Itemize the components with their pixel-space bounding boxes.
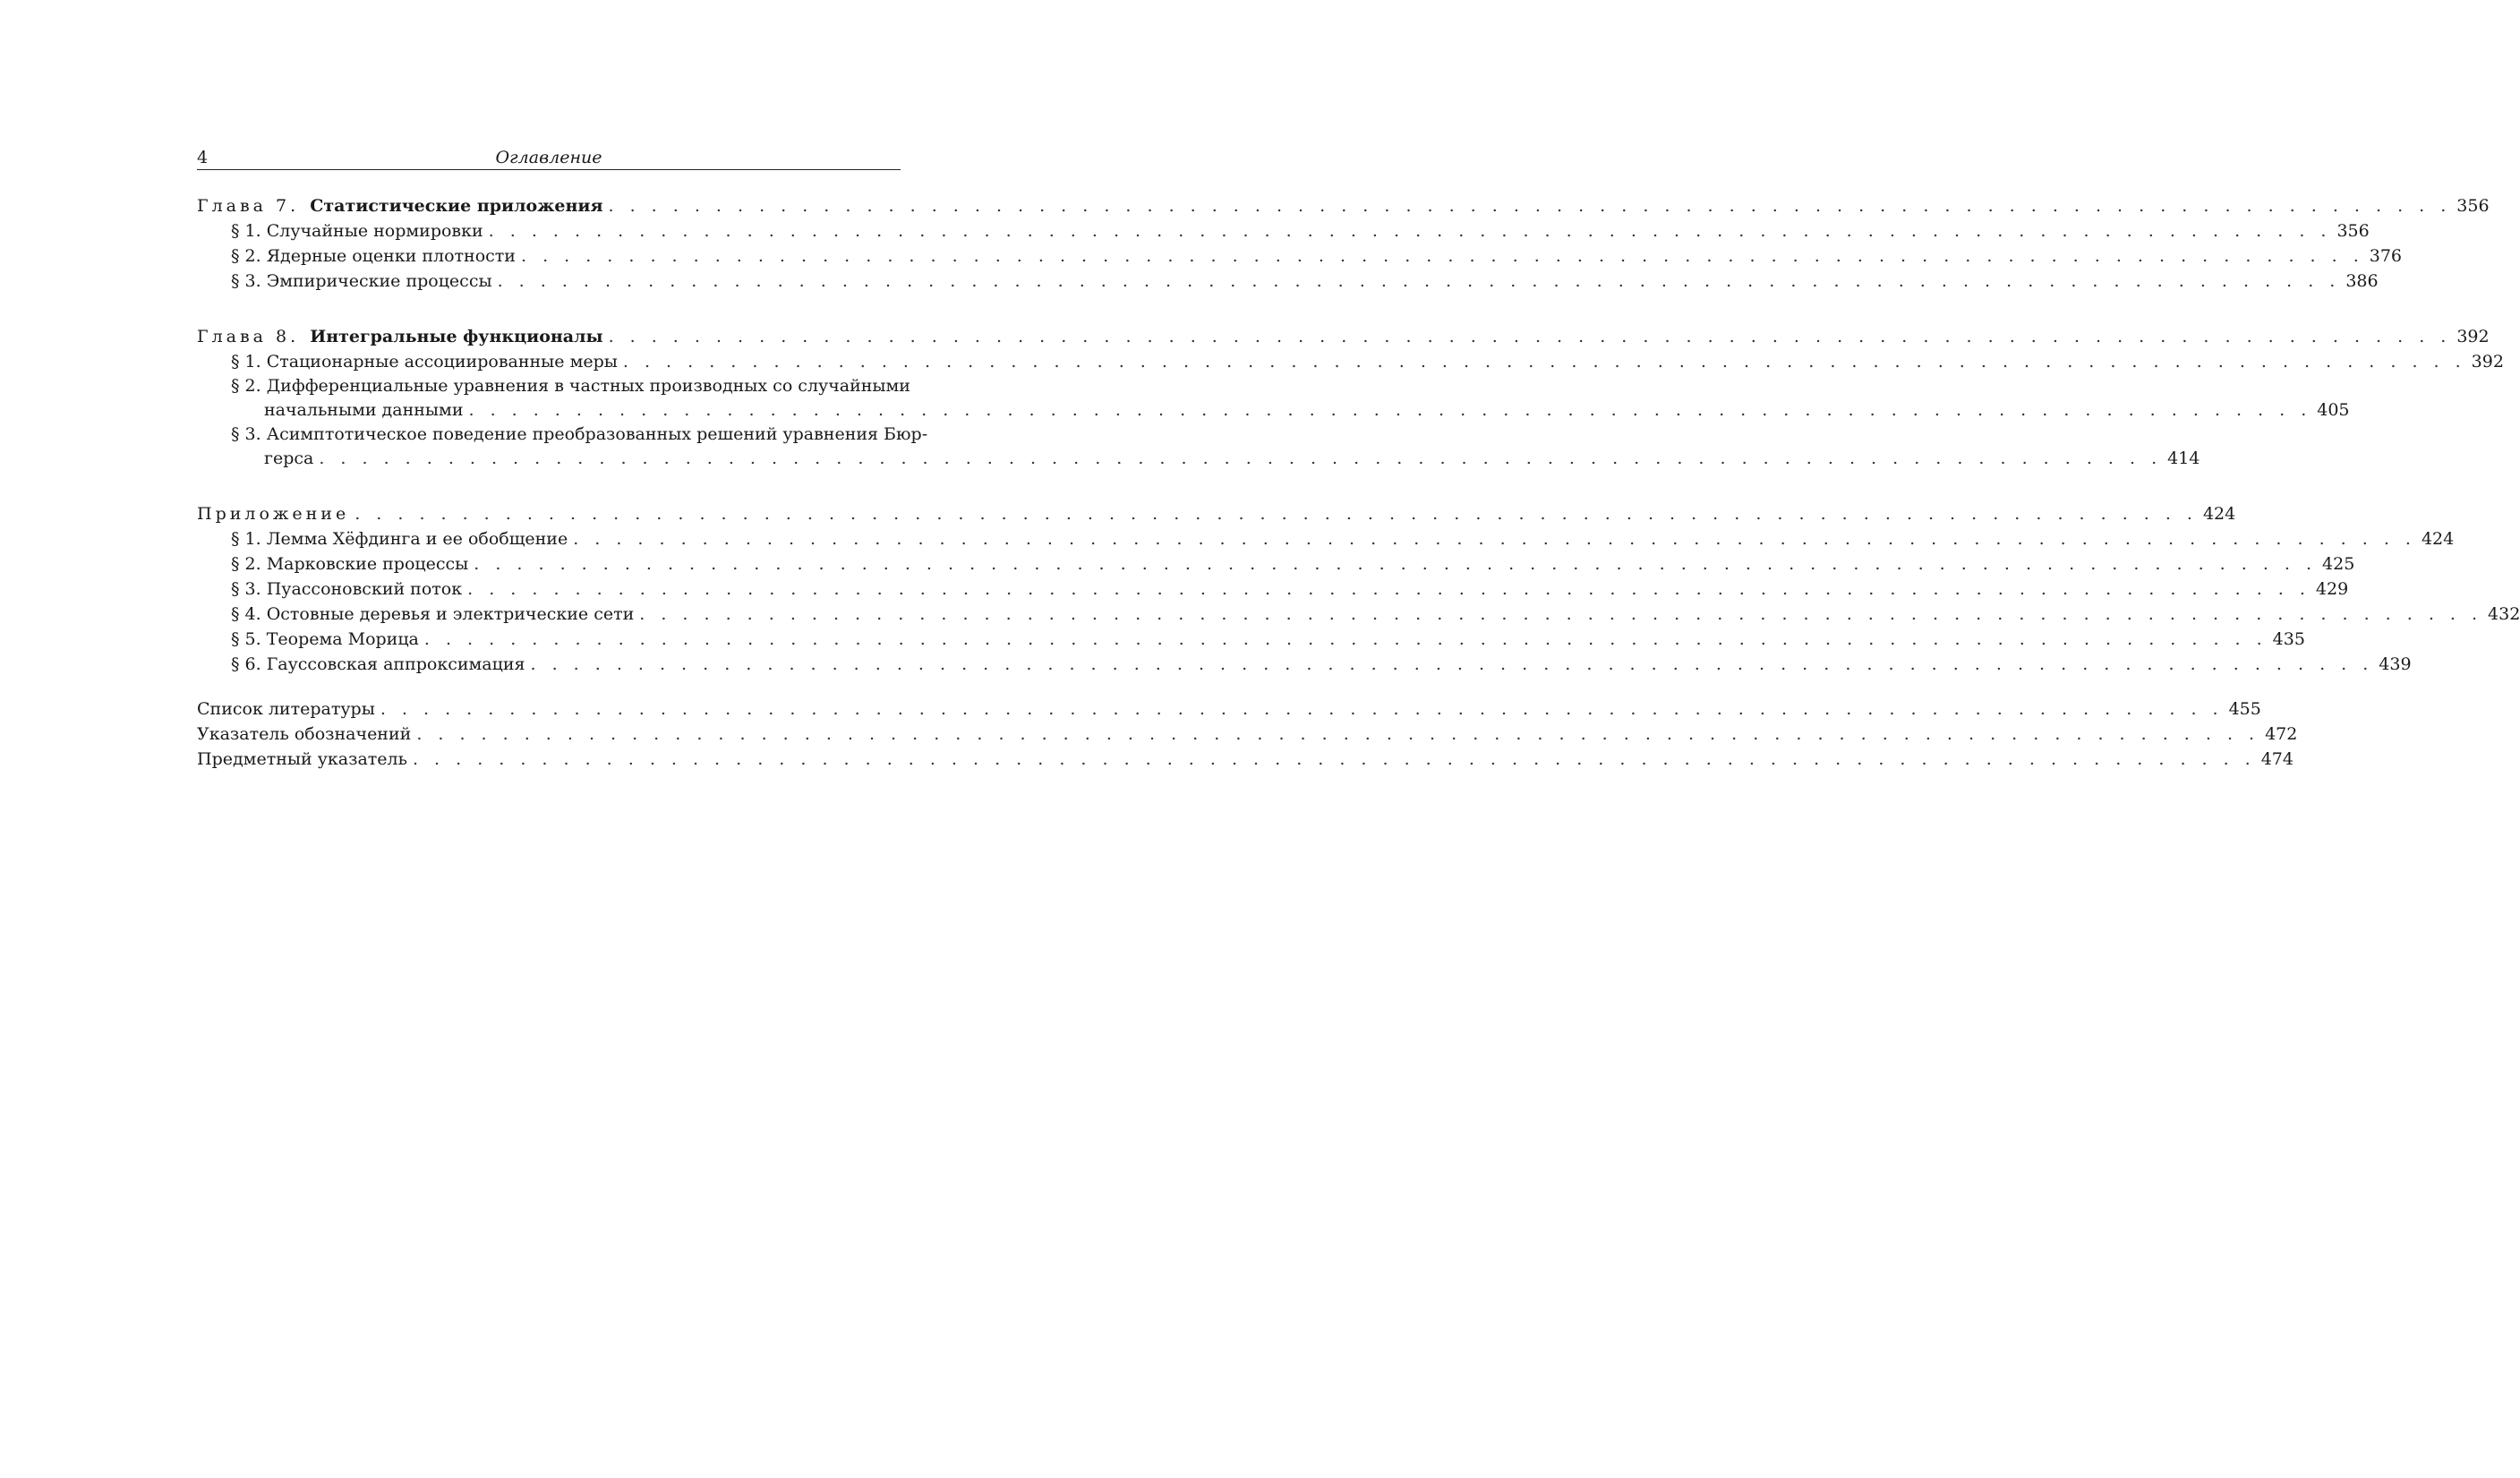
toc-subject-index[interactable] (197, 747, 2294, 772)
page-number: 356 (2456, 196, 2490, 216)
entry-title: Указатель обозначений (197, 724, 412, 744)
page-number: 455 (2228, 699, 2261, 719)
section-title: § 3. Эмпирические процессы (231, 271, 492, 291)
toc-section[interactable] (197, 627, 2305, 652)
table-of-contents (197, 193, 2520, 772)
dot-leader: . . . . . . . . . . . . . . . . . . . . . . . . . . . . . . . . . . . . . . . . . . . . . . . . . . . . . . . . . . . . . . . . . . . . . . . . . . . . . . . . . . . . . . (423, 629, 2268, 649)
page-number: 392 (2456, 327, 2490, 346)
page-number: 414 (2167, 449, 2200, 468)
chapter-label: Глава 7. (197, 196, 300, 216)
dot-leader: . . . . . . . . . . . . . . . . . . . . . . . . . . . . . . . . . . . . . . . . . . . . . . . . . . . . . . . . . . . . . . . . . . . . . . . . . . . . . . . . . . . . . . (468, 400, 2312, 420)
chapter-label: Глава 8. (197, 327, 300, 346)
toc-chapter-7[interactable] (197, 193, 2490, 218)
section-title: начальными данными (264, 400, 464, 420)
page-number: 472 (2265, 724, 2298, 744)
section-title-line[interactable]: § 3. Асимптотическое поведение преобразованных решений уравнения Бюр- (231, 424, 928, 444)
toc-section-continuation[interactable] (197, 397, 2350, 423)
dot-leader: . . . . . . . . . . . . . . . . . . . . . . . . . . . . . . . . . . . . . . . . . . . . . . . . . . . . . . . . . . . . . . . . . . . . . . . . . . . . . . . . . . . . . . (608, 196, 2452, 216)
toc-section[interactable] (197, 577, 2349, 602)
toc-chapter-8[interactable] (197, 324, 2490, 349)
page-number: 424 (2421, 529, 2455, 549)
chapter-title: Интегральные функционалы (310, 327, 603, 346)
toc-appendix[interactable] (197, 501, 2236, 526)
entry-title: Список литературы (197, 699, 375, 719)
dot-leader: . . . . . . . . . . . . . . . . . . . . . . . . . . . . . . . . . . . . . . . . . . . . . . . . . . . . . . . . . . . . . . . . . . . . . . . . . . . . . . . . . . . . . . (520, 246, 2364, 266)
toc-section[interactable] (197, 551, 2355, 577)
section-title: § 5. Теорема Морица (231, 629, 419, 649)
page-number: 376 (2369, 246, 2403, 266)
section-title-line[interactable]: § 2. Дифференциальные уравнения в частных производных со случайными (231, 376, 910, 396)
section-title: § 4. Остовные деревья и электрические сети (231, 604, 635, 624)
toc-section[interactable] (197, 652, 2412, 677)
page-number: 356 (2336, 221, 2370, 241)
running-header (197, 146, 901, 170)
toc-section[interactable] (197, 349, 2504, 374)
chapter-title: Статистические приложения (310, 196, 603, 216)
section-title: § 2. Ядерные оценки плотности (231, 246, 516, 266)
header-title: Оглавление (495, 148, 602, 167)
dot-leader: . . . . . . . . . . . . . . . . . . . . . . . . . . . . . . . . . . . . . . . . . . . . . . . . . . . . . . . . . . . . . . . . . . . . . . . . . . . . . . . . . . . . . . (608, 327, 2452, 346)
section-title: § 1. Стационарные ассоциированные меры (231, 352, 618, 372)
dot-leader: . . . . . . . . . . . . . . . . . . . . . . . . . . . . . . . . . . . . . . . . . . . . . . . . . . . . . . . . . . . . . . . . . . . . . . . . . . . . . . . . . . . . . . (530, 654, 2374, 674)
dot-leader: . . . . . . . . . . . . . . . . . . . . . . . . . . . . . . . . . . . . . . . . . . . . . . . . . . . . . . . . . . . . . . . . . . . . . . . . . . . . . . . . . . . . . . (380, 699, 2224, 719)
toc-section[interactable] (197, 526, 2455, 551)
toc-section[interactable] (197, 269, 2379, 294)
page-number: 429 (2315, 579, 2349, 599)
entry-title: Предметный указатель (197, 749, 407, 769)
toc-page (197, 146, 2520, 772)
toc-bibliography[interactable] (197, 696, 2261, 722)
page-number: 439 (2379, 654, 2412, 674)
appendix-title: Приложение (197, 504, 350, 524)
page-number: 425 (2322, 554, 2355, 574)
dot-leader: . . . . . . . . . . . . . . . . . . . . . . . . . . . . . . . . . . . . . . . . . . . . . . . . . . . . . . . . . . . . . . . . . . . . . . . . . . . . . . . . . . . . . . (412, 749, 2256, 769)
section-title: герса (264, 449, 314, 468)
toc-section[interactable] (197, 602, 2520, 627)
page-number: 435 (2272, 629, 2305, 649)
header-page-number: 4 (197, 148, 209, 167)
page-number: 424 (2202, 504, 2236, 524)
dot-leader: . . . . . . . . . . . . . . . . . . . . . . . . . . . . . . . . . . . . . . . . . . . . . . . . . . . . . . . . . . . . . . . . . . . . . . . . . . . . . . . . . . . . . . (497, 271, 2341, 291)
dot-leader: . . . . . . . . . . . . . . . . . . . . . . . . . . . . . . . . . . . . . . . . . . . . . . . . . . . . . . . . . . . . . . . . . . . . . . . . . . . . . . . . . . . . . . (319, 449, 2163, 468)
dot-leader: . . . . . . . . . . . . . . . . . . . . . . . . . . . . . . . . . . . . . . . . . . . . . . . . . . . . . . . . . . . . . . . . . . . . . . . . . . . . . . . . . . . . . . (622, 352, 2466, 372)
dot-leader: . . . . . . . . . . . . . . . . . . . . . . . . . . . . . . . . . . . . . . . . . . . . . . . . . . . . . . . . . . . . . . . . . . . . . . . . . . . . . . . . . . . . . . (488, 221, 2332, 241)
section-title: § 2. Марковские процессы (231, 554, 469, 574)
page-number: 432 (2488, 604, 2520, 624)
toc-section[interactable] (197, 218, 2370, 243)
section-title: § 3. Пуассоновский поток (231, 579, 463, 599)
section-title: § 1. Лемма Хёфдинга и ее обобщение (231, 529, 568, 549)
toc-notation-index[interactable] (197, 722, 2298, 747)
dot-leader: . . . . . . . . . . . . . . . . . . . . . . . . . . . . . . . . . . . . . . . . . . . . . . . . . . . . . . . . . . . . . . . . . . . . . . . . . . . . . . . . . . . . . . (639, 604, 2483, 624)
page-number: 392 (2471, 352, 2504, 372)
page-number: 474 (2260, 749, 2294, 769)
toc-section-continuation[interactable] (197, 446, 2200, 471)
page-number: 405 (2317, 400, 2350, 420)
dot-leader: . . . . . . . . . . . . . . . . . . . . . . . . . . . . . . . . . . . . . . . . . . . . . . . . . . . . . . . . . . . . . . . . . . . . . . . . . . . . . . . . . . . . . . (416, 724, 2260, 744)
section-title: § 1. Случайные нормировки (231, 221, 483, 241)
page-number: 386 (2345, 271, 2379, 291)
toc-section[interactable] (197, 243, 2403, 269)
dot-leader: . . . . . . . . . . . . . . . . . . . . . . . . . . . . . . . . . . . . . . . . . . . . . . . . . . . . . . . . . . . . . . . . . . . . . . . . . . . . . . . . . . . . . . (355, 504, 2198, 524)
dot-leader: . . . . . . . . . . . . . . . . . . . . . . . . . . . . . . . . . . . . . . . . . . . . . . . . . . . . . . . . . . . . . . . . . . . . . . . . . . . . . . . . . . . . . . (573, 529, 2416, 549)
section-title: § 6. Гауссовская аппроксимация (231, 654, 525, 674)
dot-leader: . . . . . . . . . . . . . . . . . . . . . . . . . . . . . . . . . . . . . . . . . . . . . . . . . . . . . . . . . . . . . . . . . . . . . . . . . . . . . . . . . . . . . . (467, 579, 2311, 599)
dot-leader: . . . . . . . . . . . . . . . . . . . . . . . . . . . . . . . . . . . . . . . . . . . . . . . . . . . . . . . . . . . . . . . . . . . . . . . . . . . . . . . . . . . . . . (474, 554, 2318, 574)
